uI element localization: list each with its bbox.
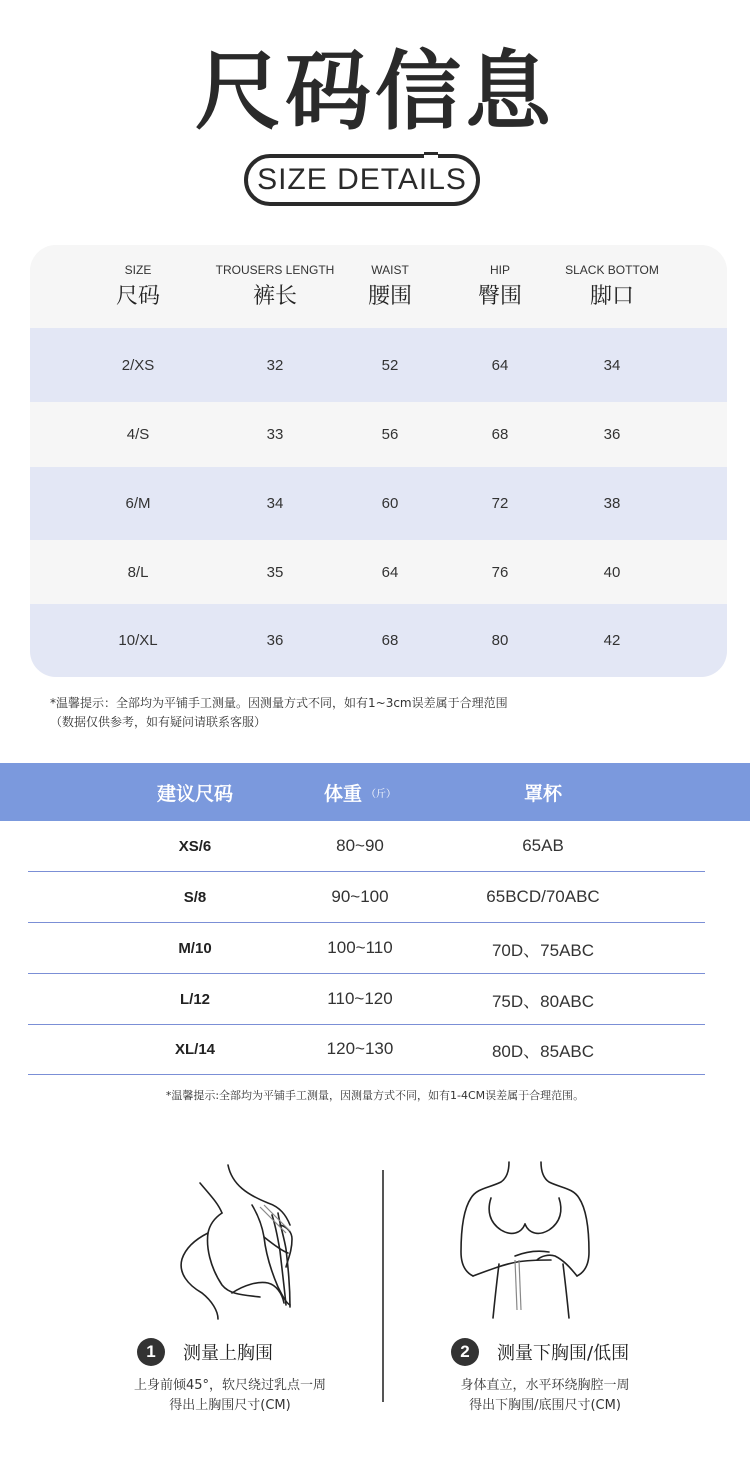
header-size-cn: 尺码 [115,283,160,308]
cell-hip: 64 [491,356,509,374]
table-row [30,540,727,604]
cell-cup: 65BCD/70ABC [486,887,600,906]
cell-recommended-size: M/10 [178,939,212,957]
table-row [28,923,705,974]
header-weight-label: 体重 [323,782,362,805]
cell-cup: 80D、85ABC [491,1041,595,1061]
cell-hip: 80 [491,632,509,649]
cell-weight: 90~100 [331,887,389,906]
size-table-header [30,245,727,328]
step-2-label: 测量下胸围/低围 [497,1343,630,1364]
table-row [30,328,727,402]
header-length-en: TROUSERS LENGTH [215,263,335,277]
cell-length: 35 [266,563,284,581]
cell-length: 36 [266,632,284,649]
table-row [30,604,727,677]
cell-weight: 100~110 [327,938,393,957]
cell-size: 2/XS [121,356,155,374]
cell-size: 4/S [126,426,150,443]
cell-hip: 72 [491,495,509,512]
step-2 [451,1338,629,1366]
note-line-2: （数据仅供参考，如有疑问请联系客服） [50,715,267,729]
cell-bottom: 42 [603,632,621,649]
table-row [30,467,727,540]
cell-waist: 56 [381,426,399,443]
cell-cup: 75D、80ABC [491,991,595,1011]
cell-bottom: 36 [603,426,621,443]
note-line-1: *温馨提示：全部均为平铺手工测量。因测量方式不同，如有1~3cm误差属于合理范围 [50,696,508,710]
page-title: 尺码信息 [195,42,555,142]
table-row [28,974,705,1025]
subtitle-text: SIZE DETAILS [257,163,467,196]
cell-length: 33 [266,426,284,443]
step-2-number-badge: 2 [451,1338,479,1366]
table-row [28,821,705,872]
cell-waist: 68 [381,632,399,649]
header-recommended-size: 建议尺码 [156,782,233,805]
cell-waist: 64 [381,563,399,581]
cell-weight: 110~120 [327,989,393,1008]
cell-size: 8/L [127,563,149,581]
recommend-table-note: *温馨提示:全部均为平铺手工测量，因测量方式不同，如有1-4CM误差属于合理范围。 [165,1089,585,1102]
size-table [30,245,727,677]
header-bottom-en: SLACK BOTTOM [565,263,659,277]
header-slack-bottom [552,245,672,328]
subtitle-pill [244,154,480,206]
cell-recommended-size: XL/14 [174,1040,216,1058]
cell-recommended-size: S/8 [183,888,207,906]
size-table-note [50,694,508,732]
header-hip [445,245,555,328]
cell-length: 34 [266,495,284,512]
under-chest-measure-illustration [445,1160,605,1320]
table-row [28,872,705,923]
recommend-header-banner [0,763,750,821]
header-waist-en: WAIST [371,263,409,277]
cell-recommended-size: XS/6 [178,837,212,855]
cell-hip: 76 [491,563,509,581]
step-1-desc-line-2: 得出上胸围尺寸(CM) [169,1398,291,1413]
cell-weight: 80~90 [336,836,384,855]
table-row [28,1024,705,1075]
header-weight-unit: （斤） [366,788,396,800]
cell-size: 10/XL [118,632,158,649]
cell-bottom: 40 [603,563,621,581]
section-divider [382,1170,384,1402]
header-size-en: SIZE [124,263,152,277]
header-waist-cn: 腰围 [367,283,412,308]
cell-waist: 52 [381,356,399,374]
step-1 [137,1338,273,1366]
cell-bottom: 34 [603,356,621,374]
header-size [78,245,198,328]
cell-cup: 65AB [522,836,564,855]
table-row [30,402,727,467]
cell-bottom: 38 [603,495,621,512]
cell-weight: 120~130 [326,1039,394,1058]
step-2-desc-line-2: 得出下胸围/底围尺寸(CM) [469,1398,621,1413]
cell-length: 32 [266,356,284,374]
header-bottom-cn: 脚口 [589,283,634,308]
header-hip-cn: 臀围 [477,283,522,308]
cell-waist: 60 [381,495,399,512]
cell-hip: 68 [491,426,509,443]
step-1-number-badge: 1 [137,1338,165,1366]
step-1-description [80,1376,380,1416]
header-weight [290,763,430,821]
header-waist [335,245,445,328]
step-1-label: 测量上胸围 [183,1343,273,1364]
pill-notch-decoration [424,152,438,160]
cell-size: 6/M [125,495,151,512]
step-2-description [395,1376,695,1416]
header-length-cn: 裤长 [252,283,297,308]
cell-recommended-size: L/12 [179,990,210,1008]
step-2-desc-line-1: 身体直立，水平环绕胸腔一周 [460,1378,630,1393]
header-trousers-length [210,245,340,328]
upper-chest-measure-illustration [140,1155,340,1320]
header-hip-en: HIP [489,263,510,277]
cell-cup: 70D、75ABC [491,940,595,960]
step-1-desc-line-1: 上身前倾45°，软尺绕过乳点一周 [133,1378,327,1393]
header-cup: 罩杯 [523,782,562,805]
